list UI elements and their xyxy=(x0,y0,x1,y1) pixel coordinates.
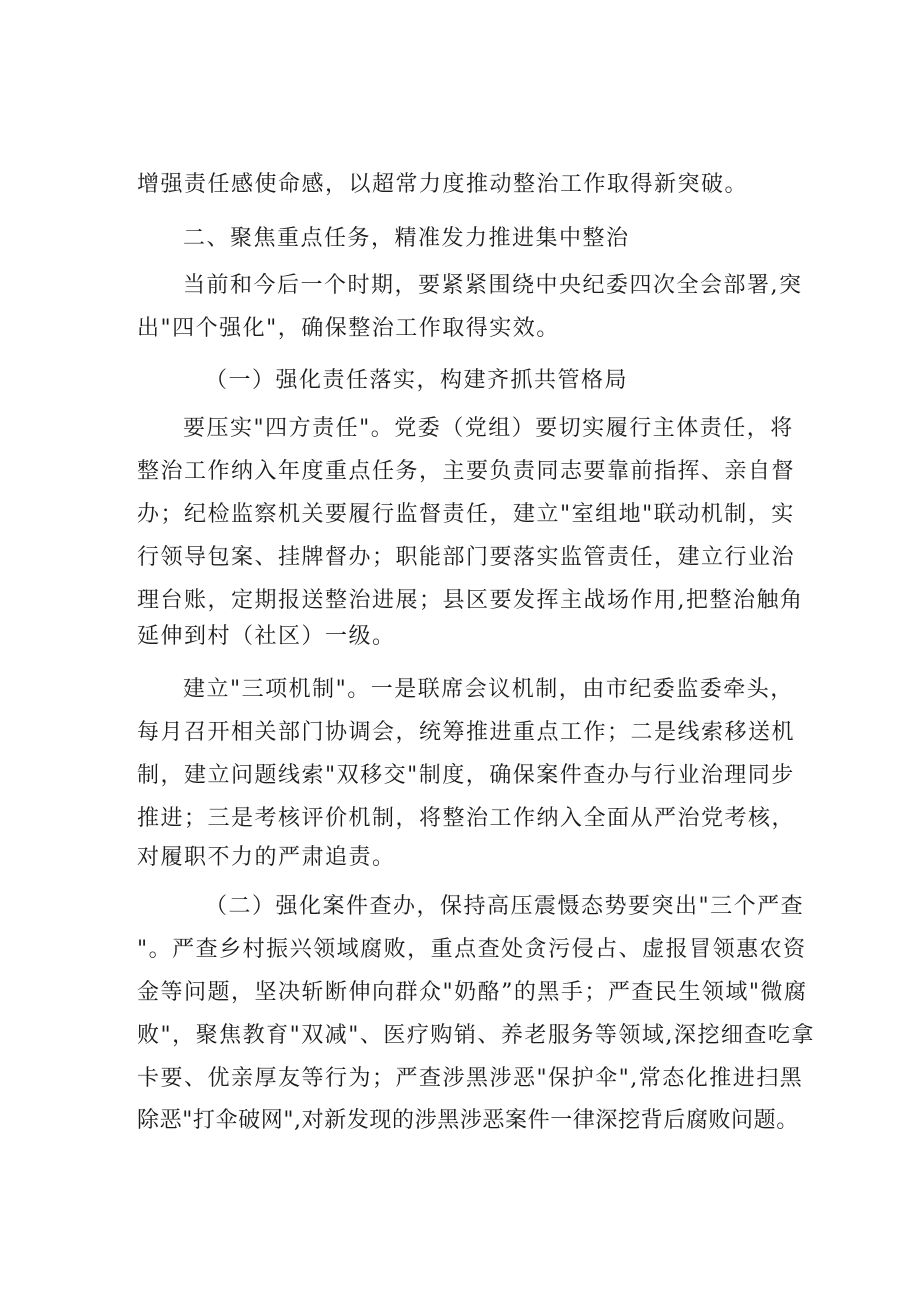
text-line: 办；纪检监察机关要履行监督责任，建立"室组地"联动机制，实 xyxy=(137,502,795,527)
section-heading: 二、聚焦重点任务，精准发力推进集中整治 xyxy=(183,226,630,251)
text-line: "。严查乡村振兴领域腐败，重点查处贪污侵占、虚报冒领惠农资 xyxy=(137,937,807,962)
text-line: 建立"三项机制"。一是联席会议机制，由市纪委监委牵头， xyxy=(183,677,794,702)
text-line: 每月召开相关部门协调会，统筹推进重点工作；二是线索移送机 xyxy=(137,720,796,745)
text-line: 要压实"四方责任"。党委（党组）要切实履行主体责任，将 xyxy=(183,416,794,441)
text-line: 行领导包案、挂牌督办；职能部门要落实监管责任，建立行业治 xyxy=(137,545,796,570)
text-line: 延伸到村（社区）一级。 xyxy=(137,624,396,649)
text-line: 制，建立问题线索"双移交"制度，确保案件查办与行业治理同步 xyxy=(137,763,795,788)
text-line: 对履职不力的严肃追责。 xyxy=(137,845,396,870)
text-line: 金等问题，坚决斩断伸向群众"奶酪”的黑手；严查民生领域"微腐 xyxy=(137,980,808,1005)
text-line: 败"，聚焦教育"双减"、医疗购销、养老服务等领域,深挖细查吃拿 xyxy=(137,1023,815,1048)
text-line: 除恶"打伞破网",对新发现的涉黑涉恶案件一律深挖背后腐败问题。 xyxy=(137,1108,799,1133)
text-line: 理台账，定期报送整治进展；县区要发挥主战场作用,把整治触角 xyxy=(137,588,804,613)
text-line: 卡要、优亲厚友等行为；严查涉黑涉恶"保护伞",常态化推进扫黑 xyxy=(137,1066,804,1091)
subsection-heading: （一）强化责任落实，构建齐抓共管格局 xyxy=(205,368,629,393)
text-line: 整治工作纳入年度重点任务，主要负责同志要靠前指挥、亲自督 xyxy=(137,459,796,484)
text-line: 当前和今后一个时期，要紧紧围绕中央纪委四次全会部署,突 xyxy=(183,273,803,298)
text-line: 推进；三是考核评价机制，将整治工作纳入全面从严治党考核， xyxy=(137,806,796,831)
text-line: 出"四个强化"，确保整治工作取得实效。 xyxy=(137,316,560,341)
subsection-heading: （二）强化案件查办，保持高压震慑态势要突出"三个严查 xyxy=(205,894,805,919)
text-line: 增强责任感使命感，以超常力度推动整治工作取得新突破。 xyxy=(137,172,749,197)
